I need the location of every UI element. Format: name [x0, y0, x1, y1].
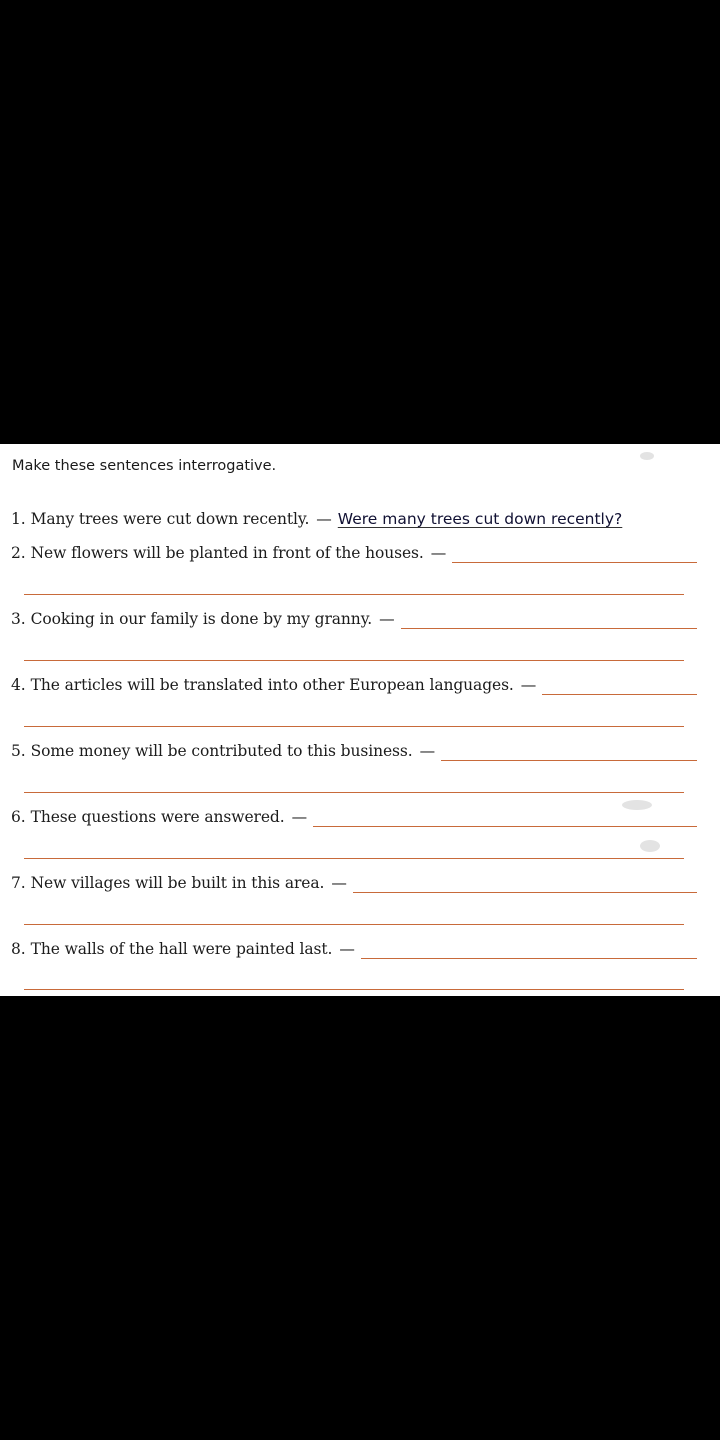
item-number: 7. — [11, 874, 26, 892]
item-sentence: The walls of the hall were painted last. — [30, 940, 333, 958]
answer-blank-line — [361, 958, 697, 959]
worksheet-page — [0, 444, 720, 996]
exercise-item-6 — [11, 808, 697, 838]
exercise-item-2 — [11, 544, 697, 574]
exercise-item-7 — [11, 874, 697, 904]
item-sentence: New flowers will be planted in front of the houses. — [30, 544, 424, 562]
answer-continuation-line — [24, 858, 684, 859]
item-sentence: Many trees were cut down recently. — [30, 510, 310, 528]
item-dash: — — [430, 544, 447, 562]
item-dash: — — [520, 676, 537, 694]
paper-speck — [640, 840, 660, 852]
item-number: 1. — [11, 510, 26, 528]
item-dash: — — [291, 808, 308, 826]
answer-continuation-line — [24, 660, 684, 661]
item-number: 3. — [11, 610, 26, 628]
answer-blank-line — [401, 628, 697, 629]
exercise-item-4 — [11, 676, 697, 706]
item-sentence: Some money will be contributed to this business. — [30, 742, 413, 760]
item-dash: — — [379, 610, 395, 628]
item-sentence: These questions were answered. — [30, 808, 285, 826]
answer-continuation-line — [24, 792, 684, 793]
item-sentence: Cooking in our family is done by my granny. — [30, 610, 373, 628]
item-dash: — — [331, 874, 347, 892]
answer-blank-line — [353, 892, 697, 893]
answer-blank-line — [542, 694, 697, 695]
answer-blank-line — [452, 562, 697, 563]
item-dash: — — [339, 940, 355, 958]
item-number: 5. — [11, 742, 26, 760]
paper-speck — [622, 800, 652, 810]
answer-continuation-line — [24, 594, 684, 595]
paper-speck — [640, 452, 654, 460]
exercise-item-3 — [11, 610, 697, 640]
instruction-text: Make these sentences interrogative. — [12, 458, 277, 474]
exercise-item-8 — [11, 940, 697, 970]
answer-continuation-line — [24, 924, 684, 925]
exercise-item-5 — [11, 742, 697, 772]
answer-continuation-line — [24, 989, 684, 990]
item-dash: — — [419, 742, 436, 760]
item-number: 2. — [11, 544, 26, 562]
answer-blank-line — [313, 826, 697, 827]
answer-continuation-line — [24, 726, 684, 727]
handwritten-answer: Were many trees cut down recently? — [337, 510, 623, 528]
item-number: 6. — [11, 808, 26, 826]
answer-blank-line — [441, 760, 697, 761]
exercise-item-1 — [11, 510, 697, 540]
item-dash: — — [316, 510, 332, 528]
item-sentence: The articles will be translated into other European languages. — [30, 676, 514, 694]
item-sentence: New villages will be built in this area. — [30, 874, 325, 892]
item-number: 8. — [11, 940, 26, 958]
item-number: 4. — [11, 676, 26, 694]
